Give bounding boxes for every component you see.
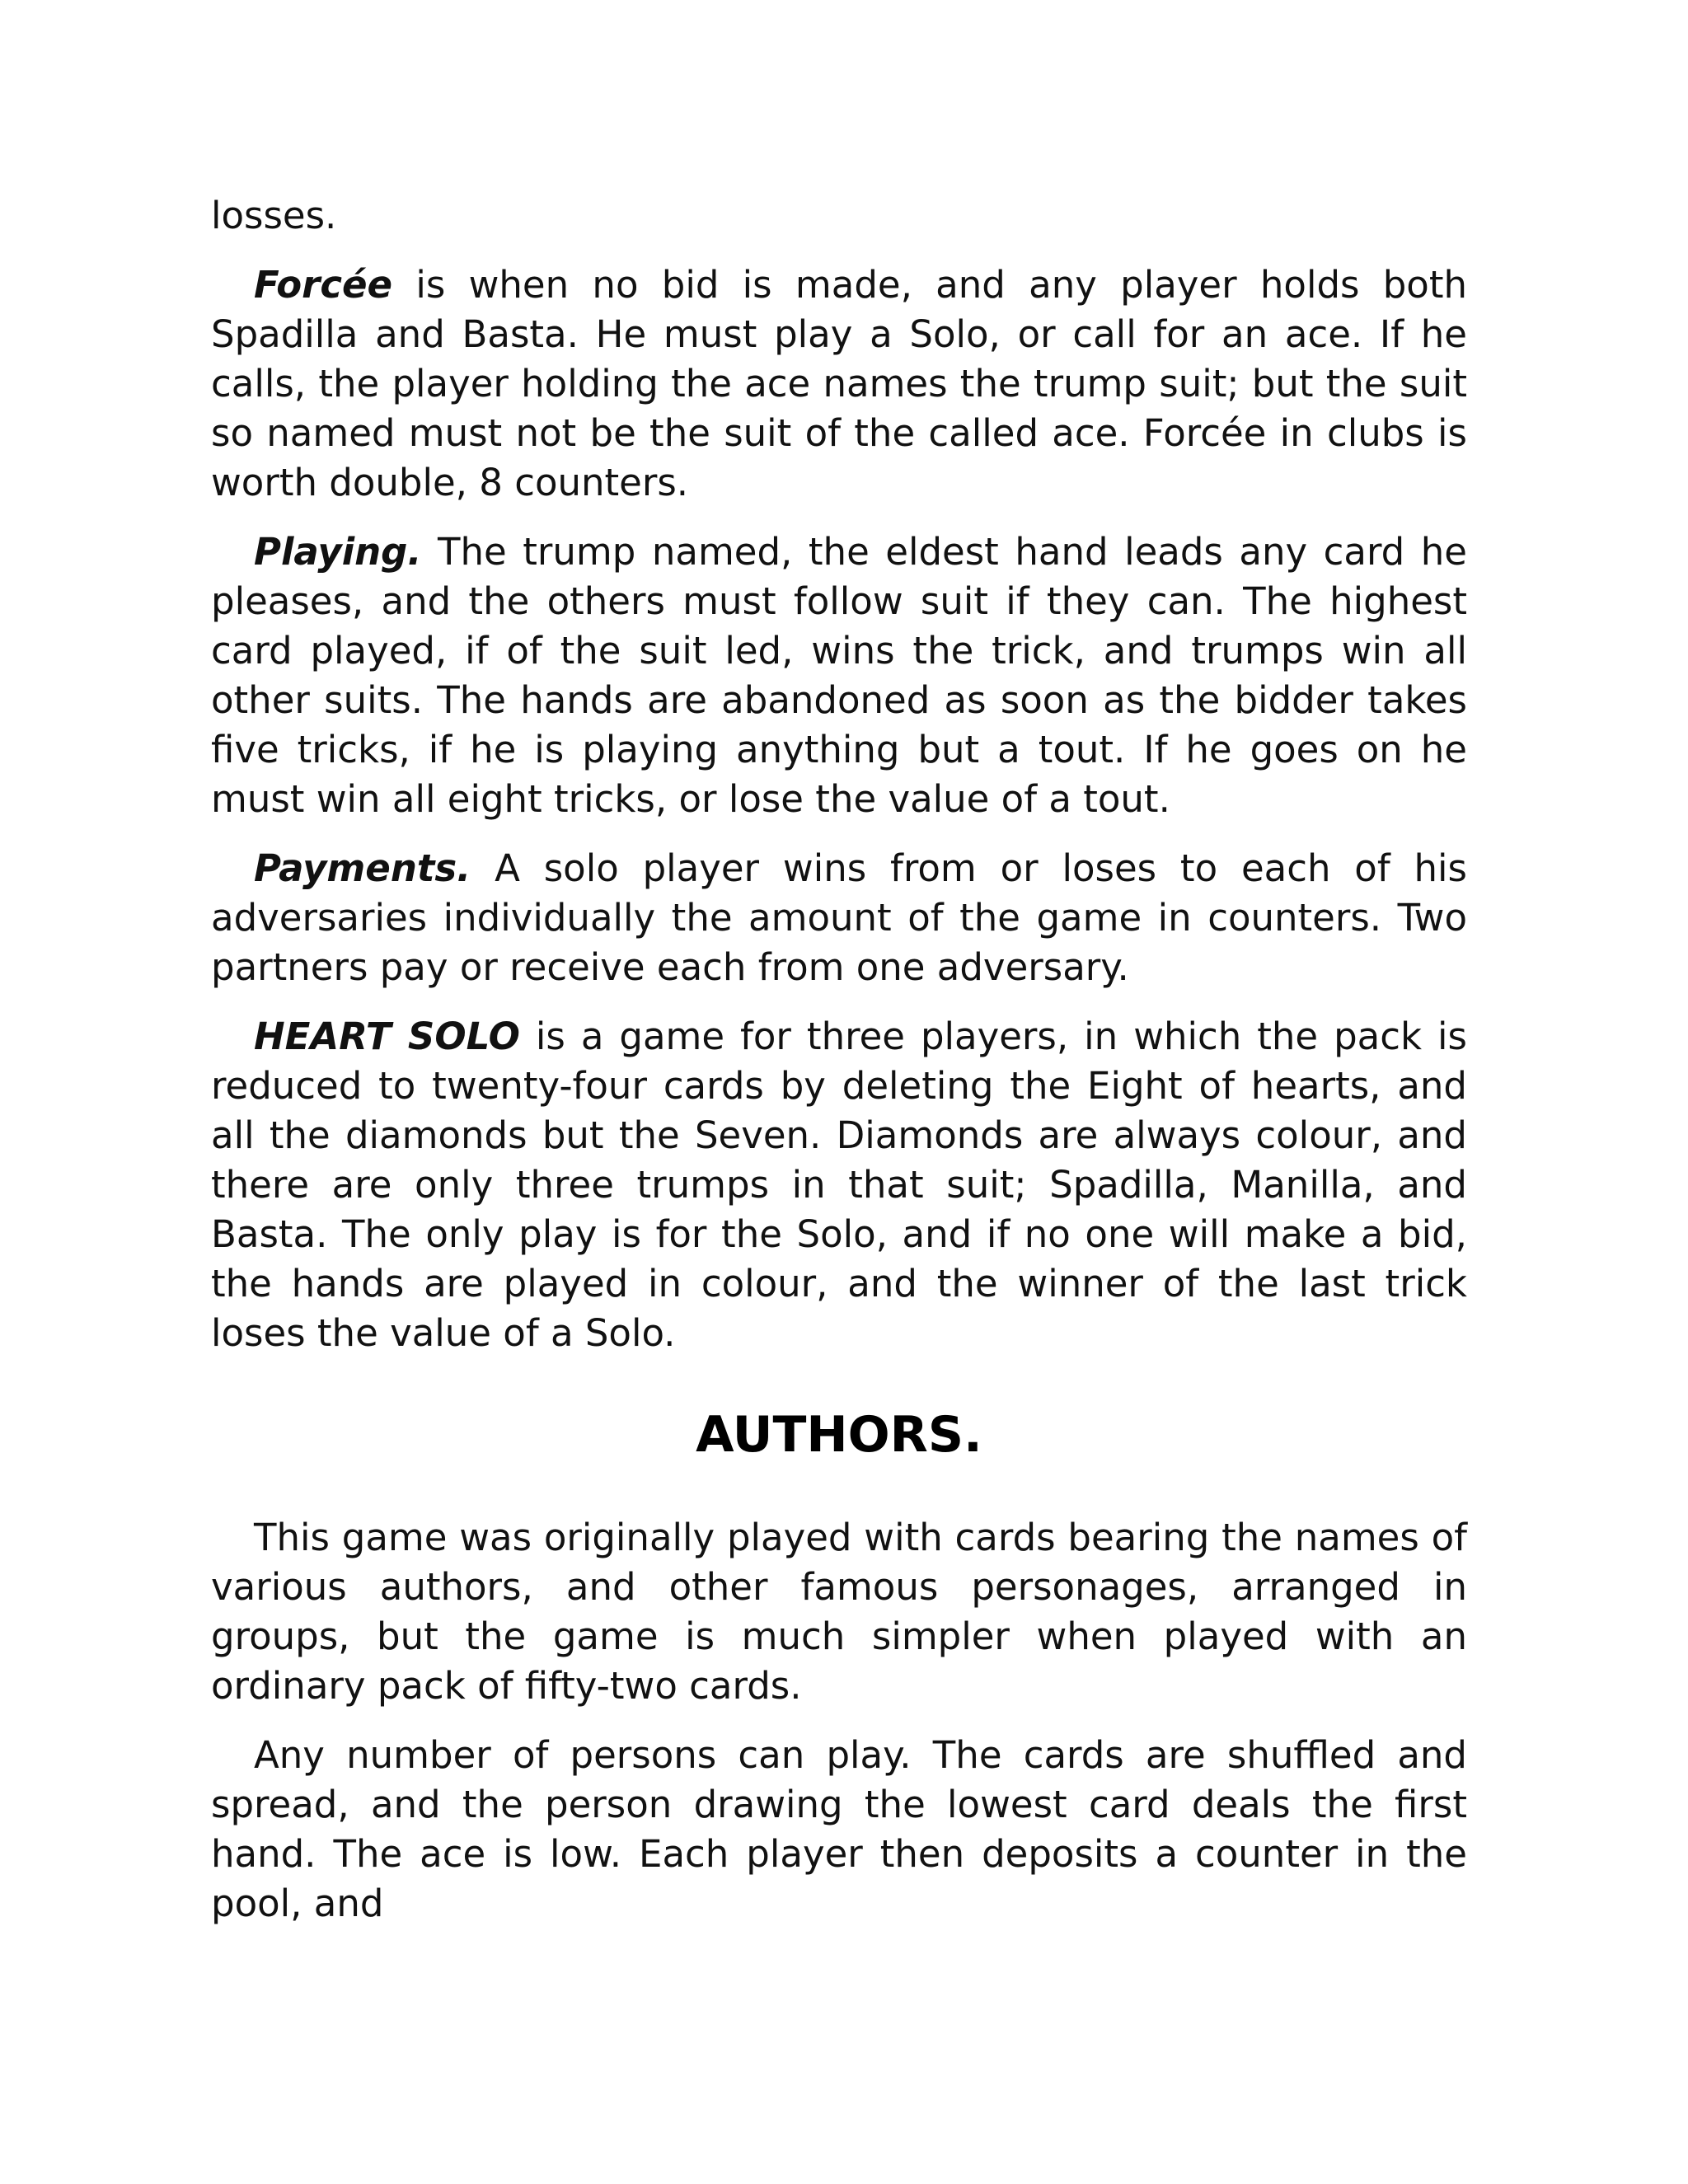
paragraph-text: This game was originally played with cards bearing the names of various authors, and other famous personages, arranged in groups, but the game is much simpler when played with an ordinary pack of fifty-two cards. xyxy=(211,1516,1467,1708)
paragraph-text: is a game for three players, in which the pack is reduced to twenty-four cards by deleting the Eight of hearts, and all the diamonds but the Seven. Diamonds are always colour, and there are only three trumps in that suit; Spadilla, Manilla, and Basta. The only play is for the Solo, and if no one will make a bid, the hands are played in colour, and the winner of the last trick loses the value of a Solo. xyxy=(211,1015,1467,1355)
term-payments: Payments. xyxy=(254,846,471,890)
paragraph-text: Any number of persons can play. The cards are shuffled and spread, and the person drawing the lowest card deals the first hand. The ace is low. Each player then deposits a counter in the pool, and xyxy=(211,1733,1467,1925)
page-body xyxy=(211,191,1467,1948)
paragraph-text: The trump named, the eldest hand leads any card he pleases, and the others must follow suit if they can. The highest card played, if of the suit led, wins the trick, and trumps win all other suits. The hands are abandoned as soon as the bidder takes five tricks, if he is playing anything but a tout. If he goes on he must win all eight tricks, or lose the value of a tout. xyxy=(211,530,1467,821)
paragraph-playing xyxy=(211,527,1467,824)
term-forcee: Forcée xyxy=(254,263,393,307)
paragraph-heart-solo xyxy=(211,1012,1467,1358)
section-heading-authors: AUTHORS. xyxy=(696,1406,982,1464)
paragraph-text: is when no bid is made, and any player holds both Spadilla and Basta. He must play a Solo, or call for an ace. If he calls, the player holding the ace names the trump suit; but the suit so named must not be the suit of the called ace. Forcée in clubs is worth double, 8 counters. xyxy=(211,263,1467,504)
term-heart-solo: HEART SOLO xyxy=(254,1015,520,1058)
paragraph-losses xyxy=(211,191,1467,241)
paragraph-text: losses. xyxy=(211,194,337,237)
term-playing: Playing. xyxy=(254,530,422,574)
paragraph-forcee xyxy=(211,260,1467,508)
paragraph-authors-play xyxy=(211,1731,1467,1929)
paragraph-text: A solo player wins from or loses to each of his adversaries individually the amount of the game in counters. Two partners pay or receive each from one adversary. xyxy=(211,846,1467,989)
paragraph-payments xyxy=(211,844,1467,992)
paragraph-authors-intro xyxy=(211,1513,1467,1711)
